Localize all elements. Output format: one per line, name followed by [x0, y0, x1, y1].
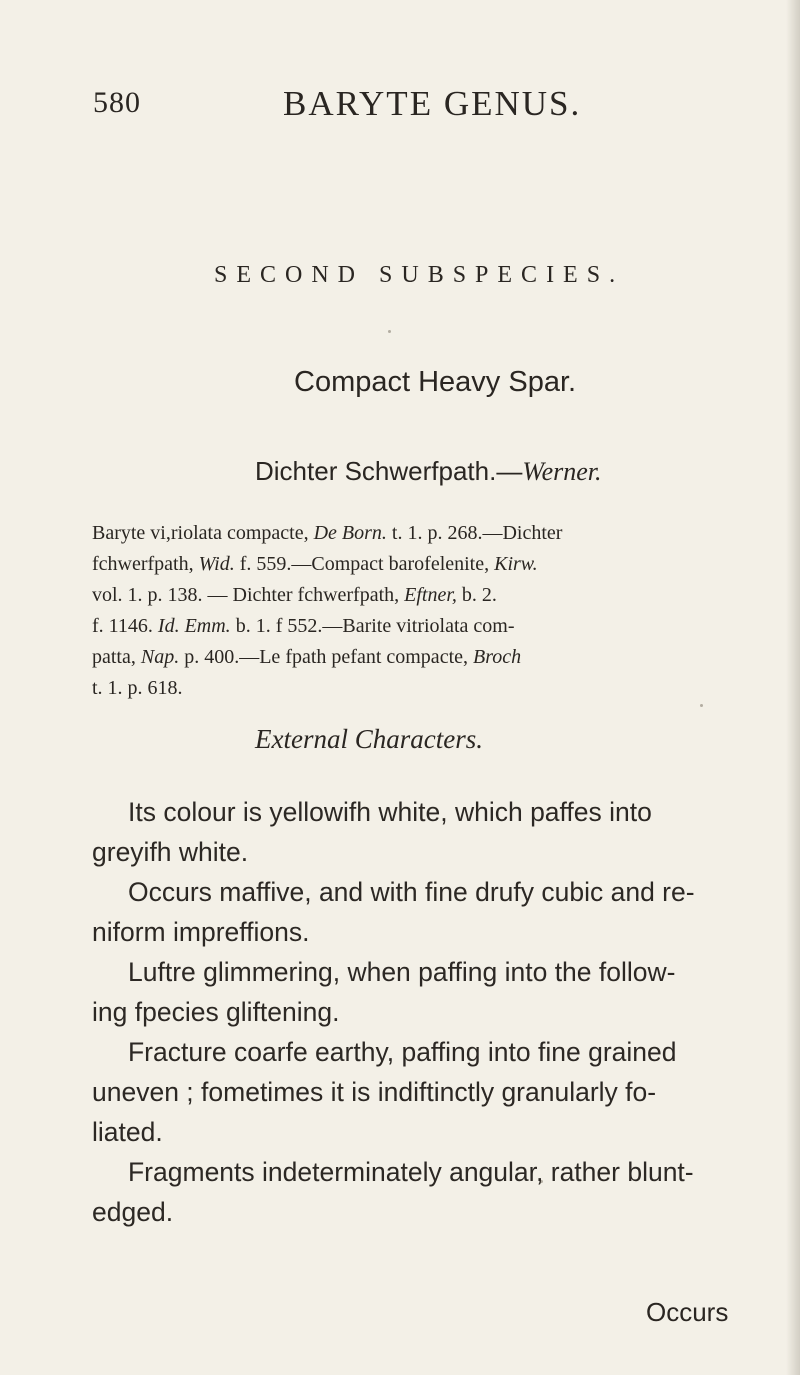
synonym-line [255, 456, 602, 487]
synonymy-text: fchwerfpath, [92, 553, 199, 575]
synonymy-citation: Kirw. [494, 553, 538, 575]
page-edge-shadow [786, 0, 800, 1375]
synonymy-line [92, 611, 744, 642]
synonymy-line [92, 642, 744, 673]
synonymy-line [92, 673, 744, 704]
synonymy-text: t. 1. p. 618. [92, 677, 183, 699]
synonymy-citation: De Born. [313, 522, 387, 544]
body-line: niform impreffions. [92, 917, 310, 947]
running-title: BARYTE GENUS. [283, 84, 582, 123]
body-line: Its colour is yellowifh white, which paffes into [128, 797, 652, 827]
body-line: ing fpecies gliftening. [92, 997, 340, 1027]
synonymy-text: p. 400.—Le fpath pefant compacte, [179, 646, 473, 668]
body-line: Fragments indeterminately angular, rather blunt- [128, 1157, 694, 1187]
synonymy-line [92, 549, 744, 580]
section-heading: External Characters. [255, 724, 483, 754]
running-head [0, 84, 800, 124]
synonymy-block [92, 518, 744, 704]
synonym-name: Dichter Schwerfpath.— [255, 456, 523, 486]
body-line: Luftre glimmering, when paffing into the follow- [128, 957, 676, 987]
synonymy-citation: Broch [473, 646, 522, 668]
synonym-author: Werner. [522, 457, 602, 486]
catchword: Occurs [646, 1297, 729, 1327]
synonymy-text: b. 1. f 552.—Barite vitriolata com- [230, 615, 515, 637]
paper-speck [388, 330, 391, 333]
synonymy-citation: Wid. [198, 553, 235, 575]
synonymy-text: patta, [92, 646, 141, 668]
synonymy-line [92, 518, 744, 549]
synonymy-citation: Nap. [140, 646, 180, 668]
body-line: Occurs maffive, and with fine drufy cubic and re- [128, 877, 695, 907]
synonymy-citation: Id. Emm. [157, 615, 231, 637]
body-line: uneven ; fometimes it is indiftinctly granularly fo- [92, 1077, 657, 1107]
synonymy-text: f. 1146. [92, 615, 158, 637]
body-line: Fracture coarfe earthy, paffing into fine grained [128, 1037, 677, 1067]
synonymy-text: b. 2. [456, 584, 497, 606]
paper-speck [700, 704, 703, 707]
body-line: liated. [92, 1117, 163, 1147]
synonymy-line [92, 580, 744, 611]
synonymy-text: t. 1. p. 268.—Dichter [386, 522, 563, 544]
page-number: 580 [93, 86, 141, 119]
synonymy-text: f. 559.—Compact barofelenite, [234, 553, 495, 575]
body-line: edged. [92, 1197, 174, 1227]
paper-speck [540, 1180, 543, 1183]
body-line: greyifh white. [92, 837, 249, 867]
synonymy-text: vol. 1. p. 138. — Dichter fchwerfpath, [92, 584, 405, 606]
species-name: Compact Heavy Spar. [294, 366, 577, 398]
synonymy-citation: Eftner, [404, 584, 457, 606]
subspecies-heading-text: SECOND SUBSPECIES. [214, 262, 625, 288]
synonymy-text: Baryte vi,riolata compacte, [92, 522, 314, 544]
body-text [92, 792, 742, 1232]
